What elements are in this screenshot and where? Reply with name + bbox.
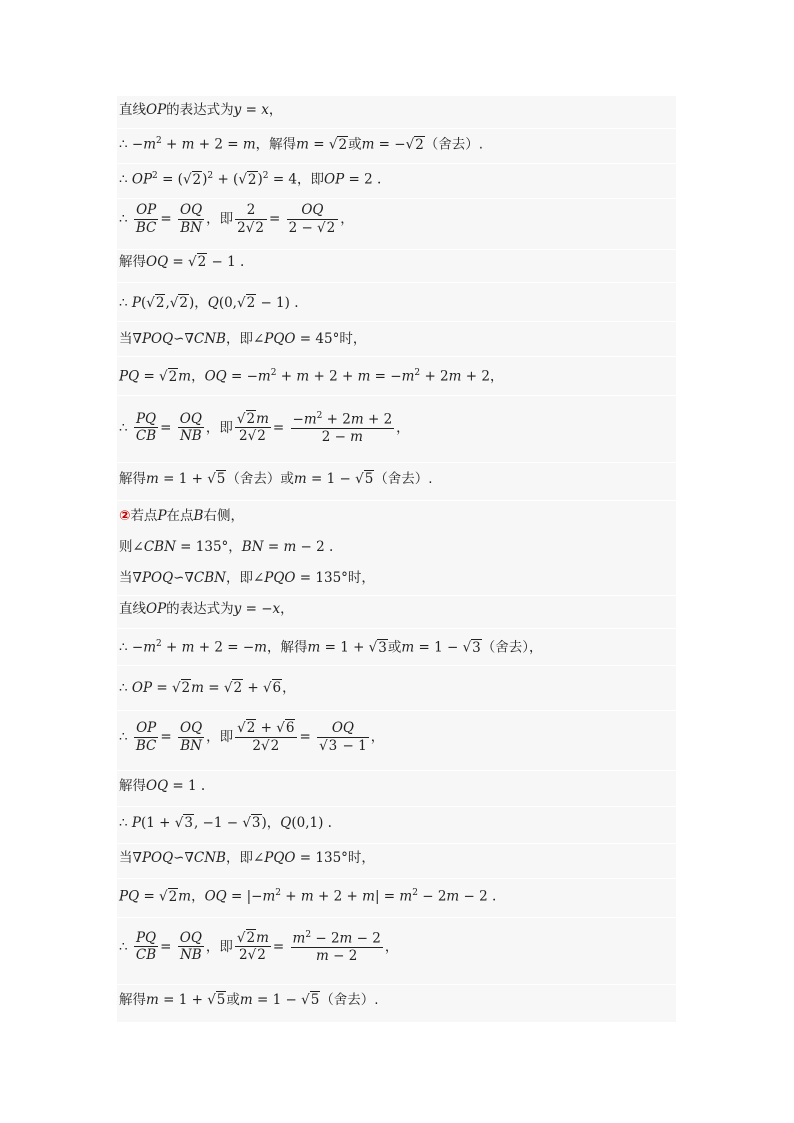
separator xyxy=(117,321,676,322)
separator xyxy=(117,917,676,918)
solution-line: 当∇POQ∽∇CNB，即∠PQO = 135°时， xyxy=(119,850,375,866)
solution-line: 当∇POQ∽∇CNB，即∠PQO = 45°时， xyxy=(119,331,367,347)
solution-line: 解得OQ = √2 − 1 . xyxy=(119,254,245,270)
solution-line: 直线OP的表达式为y = x， xyxy=(119,102,283,118)
separator xyxy=(117,843,676,844)
solution-line: ∴ $-m^2 + m + 2 = m$，解得m = √2或m = −√2（舍去）. xyxy=(119,136,484,153)
separator xyxy=(117,128,676,129)
solution-line: ∴ P(1 + √3, −1 − √3)，Q(0,1) . xyxy=(119,815,332,831)
separator xyxy=(117,249,676,250)
separator xyxy=(117,770,676,771)
separator xyxy=(117,282,676,283)
solution-line: ∴ $\frac{PQ}{CB}$ = $\frac{OQ}{NB}$ ，即 $\frac{√2m}{2√2}$ = $\frac{m^2 - 2m - 2}{m - 2}$ ， xyxy=(119,929,399,964)
separator xyxy=(117,500,676,501)
separator xyxy=(117,198,676,199)
solution-line: 解得m = 1 + √5（舍去）或m = 1 − √5（舍去）. xyxy=(119,471,433,487)
separator xyxy=(117,356,676,357)
separator xyxy=(117,595,676,596)
solution-line: 解得OQ = 1 . xyxy=(119,778,206,794)
solution-line: ∴ $OP^2 = (√2)^2 + (√2)^2 = 4$，即OP = 2 . xyxy=(119,171,382,188)
solution-line: ②若点P在点B右侧， xyxy=(119,508,244,524)
separator xyxy=(117,628,676,629)
separator xyxy=(117,710,676,711)
solution-line: ∴ OP = √2m = √2 + √6， xyxy=(119,680,296,696)
solution-line: PQ = √2m，OQ = $-m^2 + m + 2 + m = -m^2 + 2m + 2$， xyxy=(119,368,504,385)
solution-line: 当∇POQ∽∇CBN，即∠PQO = 135°时， xyxy=(119,570,375,586)
solution-line: PQ = √2m，OQ = $|-m^2 + m + 2 + m| = m^2 - 2m - 2$ . xyxy=(119,888,497,905)
solution-line: 则∠CBN = 135°，BN = m − 2 . xyxy=(119,539,334,555)
solution-line: 解得m = 1 + √5或m = 1 − √5（舍去）. xyxy=(119,992,379,1008)
separator xyxy=(117,665,676,666)
solution-line: ∴ $\frac{OP}{BC}$ = $\frac{OQ}{BN}$ ，即 $\frac{√2 + √6}{2√2}$ = $\frac{OQ}{√3 - 1}$ ， xyxy=(119,720,385,754)
solution-line: ∴ $-m^2 + m + 2 = -m$，解得m = 1 + √3或m = 1 − √3（舍去）， xyxy=(119,639,543,656)
solution-line: ∴ P(√2,√2)，Q(0,√2 − 1) . xyxy=(119,295,299,311)
solution-line: 直线OP的表达式为y = −x， xyxy=(119,601,294,617)
separator xyxy=(117,878,676,879)
separator xyxy=(117,395,676,396)
separator xyxy=(117,163,676,164)
separator xyxy=(117,984,676,985)
solution-line: ∴ $\frac{PQ}{CB}$ = $\frac{OQ}{NB}$ ，即 $\frac{√2m}{2√2}$ = $\frac{-m^2 + 2m + 2}{2 - m}$ ， xyxy=(119,410,410,445)
solution-line: ∴ $\frac{OP}{BC}$ = $\frac{OQ}{BN}$ ，即 $\frac{2}{2√2}$ = $\frac{OQ}{2 - √2}$ ， xyxy=(119,202,354,236)
separator xyxy=(117,806,676,807)
separator xyxy=(117,462,676,463)
